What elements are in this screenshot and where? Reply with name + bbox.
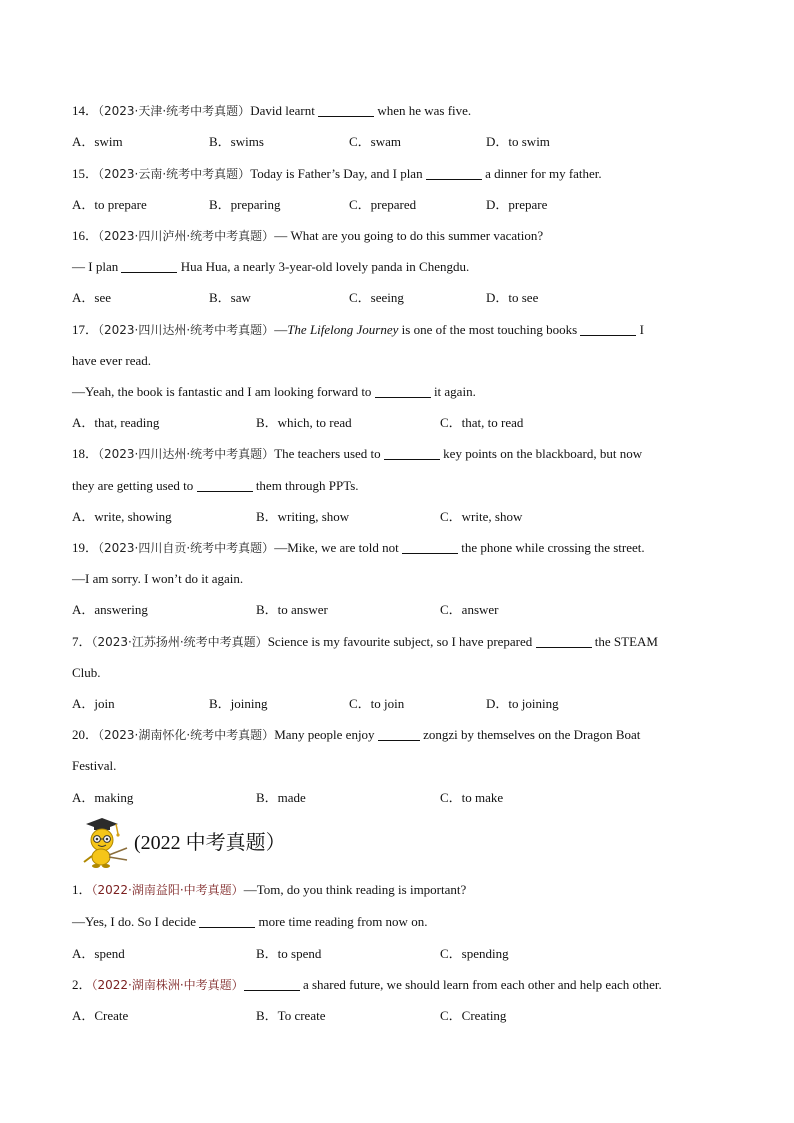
question-20-cont [72, 758, 116, 774]
question-text: — I plan [72, 259, 119, 274]
answer-blank [580, 323, 636, 336]
question-2022-2 [72, 977, 662, 993]
question-2022-1-line2 [72, 914, 427, 930]
options-2022-1 [72, 946, 722, 962]
answer-blank [199, 915, 255, 928]
option-d[interactable]: D．prepare [486, 197, 548, 212]
question-source: （2023·江苏扬州·统考中考真题） [91, 635, 268, 649]
question-text: when he was five. [377, 103, 472, 118]
question-number: 14． [72, 103, 99, 118]
answer-blank [197, 479, 253, 492]
question-number: 2． [72, 977, 92, 992]
option-b[interactable]: B．saw [209, 290, 251, 305]
question-number: 19． [72, 540, 99, 555]
options-2022-2 [72, 1008, 722, 1024]
question-text: I [639, 322, 644, 337]
question-7-cont [72, 665, 101, 681]
question-text: —Tom, do you think reading is important? [243, 882, 467, 897]
question-source: （2023·天津·统考中考真题） [98, 104, 251, 118]
question-text: it again. [433, 384, 476, 399]
question-2022-1 [72, 882, 466, 898]
question-number: 7． [72, 634, 92, 649]
section-title: (2022 中考真题） [134, 832, 286, 854]
option-b[interactable]: B．preparing [209, 197, 281, 212]
question-17-cont [72, 353, 151, 369]
question-text: a dinner for my father. [485, 166, 602, 181]
question-source: （2022·湖南益阳·中考真题） [91, 883, 244, 897]
answer-blank [378, 728, 420, 741]
question-text: is one of the most touching books [401, 322, 578, 337]
option-a[interactable]: A．Create [72, 1008, 129, 1023]
option-c[interactable]: C．prepared [349, 197, 417, 212]
option-c[interactable]: C．spending [440, 946, 509, 961]
answer-blank [318, 104, 374, 117]
question-number: 15． [72, 166, 99, 181]
question-text: Hua Hua, a nearly 3-year-old lovely panda in Chengdu. [180, 259, 470, 274]
question-text: —Mike, we are told not [274, 540, 399, 555]
section-header-2022 [72, 816, 332, 868]
options-7 [72, 696, 722, 712]
question-text: Festival. [72, 758, 117, 773]
option-b[interactable]: B．writing, show [256, 509, 350, 524]
question-text: David learnt [250, 103, 315, 118]
option-a[interactable]: A．write, showing [72, 509, 172, 524]
option-a[interactable]: A．to prepare [72, 197, 147, 212]
answer-blank [384, 447, 440, 460]
options-19 [72, 602, 722, 618]
graduate-mascot-icon [72, 816, 130, 868]
option-b[interactable]: B．made [256, 790, 306, 805]
question-18 [72, 446, 642, 462]
question-number: 16． [72, 228, 99, 243]
option-d[interactable]: D．to see [486, 290, 539, 305]
question-text: they are getting used to [72, 478, 194, 493]
question-number: 17． [72, 322, 99, 337]
option-c[interactable]: C．Creating [440, 1008, 507, 1023]
question-text: the phone while crossing the street. [461, 540, 645, 555]
options-17 [72, 415, 722, 431]
question-text: more time reading from now on. [258, 914, 428, 929]
question-18-line2 [72, 478, 359, 494]
question-text: them through PPTs. [255, 478, 359, 493]
question-text: —I am sorry. I won’t do it again. [72, 571, 244, 586]
question-number: 20． [72, 727, 99, 742]
options-16 [72, 290, 722, 306]
option-d[interactable]: D．to swim [486, 134, 550, 149]
answer-blank [121, 260, 177, 273]
option-a[interactable]: A．join [72, 696, 115, 711]
question-17 [72, 322, 644, 338]
option-b[interactable]: B．which, to read [256, 415, 352, 430]
question-19 [72, 540, 645, 556]
question-17-line2 [72, 384, 476, 400]
option-b[interactable]: B．joining [209, 696, 268, 711]
question-text: zongzi by themselves on the Dragon Boat [423, 727, 641, 742]
option-c[interactable]: C．seeing [349, 290, 404, 305]
option-c[interactable]: C．to make [440, 790, 504, 805]
option-a[interactable]: A．swim [72, 134, 123, 149]
answer-blank [244, 978, 300, 991]
options-18 [72, 509, 722, 525]
question-text: Today is Father’s Day, and I plan [250, 166, 423, 181]
answer-blank [375, 385, 431, 398]
question-text: The teachers used to [274, 446, 381, 461]
option-c[interactable]: C．swam [349, 134, 402, 149]
question-16 [72, 228, 543, 244]
question-text: Club. [72, 665, 101, 680]
question-text: —Yeah, the book is fantastic and I am looking forward to [72, 384, 372, 399]
answer-blank [536, 635, 592, 648]
question-source: （2022·湖南株洲·中考真题） [91, 978, 244, 992]
question-14 [72, 103, 471, 119]
question-number: 18． [72, 446, 99, 461]
option-a[interactable]: A．see [72, 290, 111, 305]
question-20 [72, 727, 640, 743]
answer-blank [402, 541, 458, 554]
question-number: 1． [72, 882, 92, 897]
answer-blank [426, 167, 482, 180]
question-source: （2023·四川自贡·统考中考真题） [98, 541, 275, 555]
option-a[interactable]: A．spend [72, 946, 125, 961]
question-source: （2023·四川泸州·统考中考真题） [98, 229, 275, 243]
question-text: a shared future, we should learn from each other and help each other. [302, 977, 662, 992]
option-c[interactable]: C．answer [440, 602, 499, 617]
option-b[interactable]: B．to spend [256, 946, 322, 961]
question-15 [72, 166, 602, 182]
option-b[interactable]: B．swims [209, 134, 264, 149]
question-source: （2023·四川达州·统考中考真题） [98, 447, 275, 461]
option-d[interactable]: D．to joining [486, 696, 559, 711]
option-c[interactable]: C．that, to read [440, 415, 524, 430]
option-c[interactable]: C．write, show [440, 509, 523, 524]
question-text: —Yes, I do. So I decide [72, 914, 196, 929]
option-b[interactable]: B．To create [256, 1008, 326, 1023]
options-15 [72, 197, 722, 213]
book-title: The Lifelong Journey [287, 322, 399, 337]
question-text: — What are you going to do this summer vacation? [274, 228, 544, 243]
question-text: the STEAM [594, 634, 658, 649]
question-text: Science is my favourite subject, so I have prepared [267, 634, 533, 649]
question-7 [72, 634, 658, 650]
options-20 [72, 790, 722, 806]
question-19-line2 [72, 571, 243, 587]
options-14 [72, 134, 722, 150]
question-text: have ever read. [72, 353, 152, 368]
question-source: （2023·云南·统考中考真题） [98, 167, 251, 181]
question-text: key points on the blackboard, but now [443, 446, 643, 461]
option-c[interactable]: C．to join [349, 696, 405, 711]
question-source: （2023·四川达州·统考中考真题） [98, 323, 275, 337]
dash: — [274, 322, 288, 337]
question-16-line2 [72, 259, 469, 275]
option-a[interactable]: A．making [72, 790, 134, 805]
option-a[interactable]: A．that, reading [72, 415, 160, 430]
question-source: （2023·湖南怀化·统考中考真题） [98, 728, 275, 742]
option-b[interactable]: B．to answer [256, 602, 328, 617]
question-text: Many people enjoy [274, 727, 375, 742]
option-a[interactable]: A．answering [72, 602, 148, 617]
